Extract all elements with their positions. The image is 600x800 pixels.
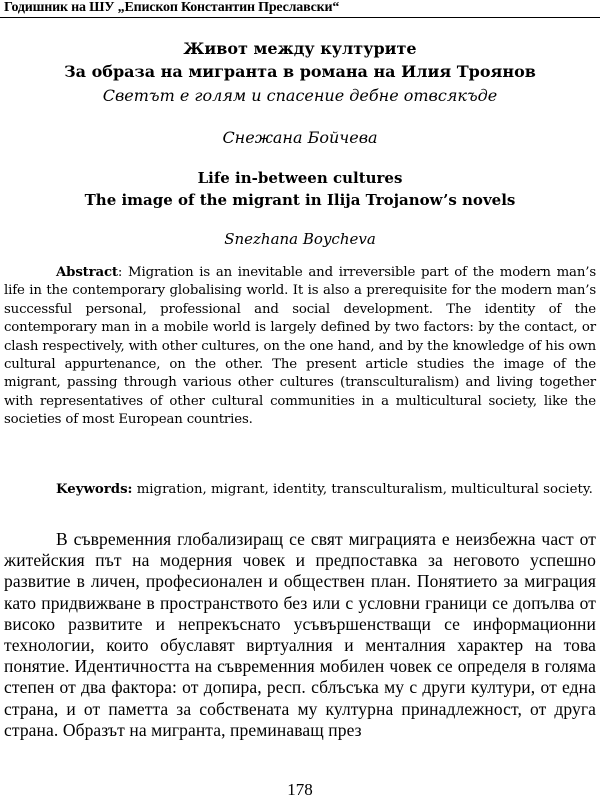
keywords-label: Keywords: bbox=[56, 482, 133, 497]
title-bg-line1: Живот между културите bbox=[183, 39, 417, 58]
keywords-text: migration, migrant, identity, transculturalism, multicultural society. bbox=[132, 482, 593, 497]
page-number: 178 bbox=[287, 780, 313, 799]
body-paragraph-bg: В съвременния глобализиращ се свят миграцията е неизбежна част от житейския път на модерния човек и предпоставка за неговото успешно развитие в личен, професионален и обществен план. Понятието за миграция като придвижване в пространството без или с условни граници се допълва от високо развитите и непрекъснато усъвършенстващи се информационни технологии, които обуславят виртуалния и менталния характер на това понятие. Идентичността на съвременния мобилен човек се определя в голяма степен от два фактора: от допира, респ. сблъсъка му с други култури, от една страна, и от паметта за собствената му културна принадлежност, от друга страна. Образът на мигранта, преминаващ през bbox=[4, 529, 596, 740]
title-en-line2: The image of the migrant in Ilija Trojanow’s novels bbox=[84, 191, 516, 209]
title-bg-line2: За образа на мигранта в романа на Илия Троянов bbox=[64, 62, 536, 81]
header-divider bbox=[0, 17, 600, 18]
abstract-label: Abstract bbox=[56, 265, 118, 280]
abstract-text: : Migration is an inevitable and irreversible part of the modern man’s life in the contemporary globalising world. It is also a prerequisite for the modern man’s successful personal, professional and social development. The identity of the contemporary man in a mobile world is largely defined by two factors: by the contact, or clash respectively, with other cultures, on the one hand, and by the knowledge of his own cultural appurtenance, on the other. The present article studies the image of the migrant, passing through various other cultures (transculturalism) and living together with representatives of other cultural communities in a multicultural society, like the societies of most European countries. bbox=[4, 265, 596, 428]
author-bg: Снежана Бойчева bbox=[222, 128, 378, 147]
abstract-paragraph bbox=[4, 264, 596, 430]
subtitle-bg: Светът е голям и спасение дебне отвсякъде bbox=[102, 86, 498, 105]
running-header: Годишник на ШУ „Епископ Константин Преславски“ bbox=[4, 0, 340, 15]
author-en: Snezhana Boycheva bbox=[224, 230, 376, 248]
title-en-line1: Life in-between cultures bbox=[197, 169, 403, 187]
keywords-paragraph bbox=[4, 480, 596, 499]
